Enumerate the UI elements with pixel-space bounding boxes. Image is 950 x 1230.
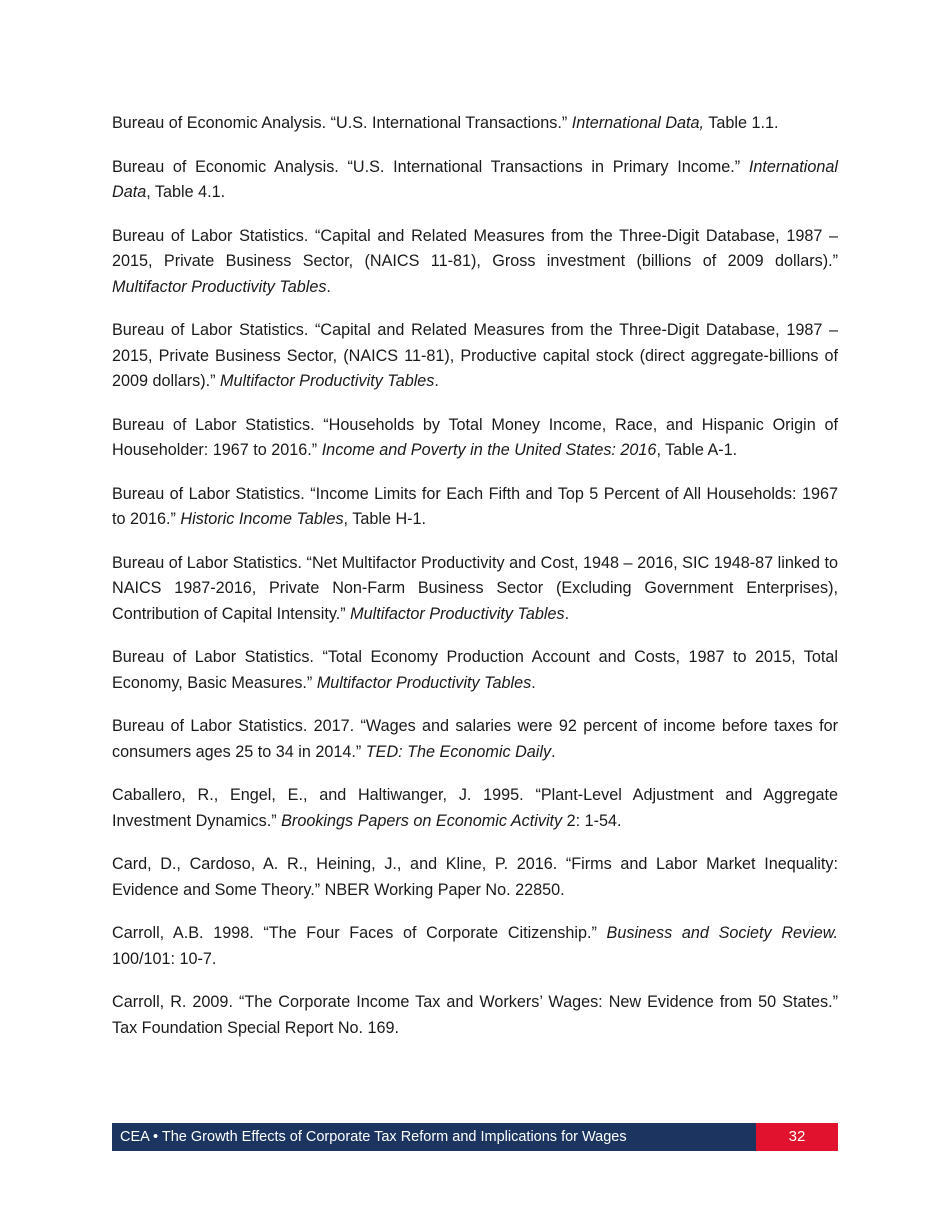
reference-suffix: . [551,742,556,761]
reference-entry [112,551,838,628]
reference-entry [112,111,838,137]
reference-text: Bureau of Labor Statistics. “Income Limits for Each Fifth and Top 5 Percent of All Households: 1967 to 2016.” [112,484,838,528]
reference-entry [112,645,838,696]
reference-entry [112,921,838,972]
reference-source: Historic Income Tables [180,510,344,528]
reference-suffix: . [434,372,439,390]
reference-text: Bureau of Labor Statistics. “Net Multifactor Productivity and Cost, 1948 – 2016, SIC 1948-87 linked to NAICS 1987-2016, Private Non-Farm Business Sector (Excluding Government Enterprises), Contribution of Capital Intensity.” [112,553,838,623]
reference-source: Income and Poverty in the United States: 2016 [321,441,657,459]
reference-suffix: 100/101: 10-7. [112,949,217,968]
reference-entry [112,714,838,765]
reference-source: Multifactor Productivity Tables [112,277,327,296]
reference-text: Bureau of Labor Statistics. “Capital and Related Measures from the Three-Digit Database, 1987 – 2015, Private Business Sector, (NAICS 11-81), Productive capital stock (direct aggregate-billions of 2009 dollars).” [112,321,838,390]
reference-suffix: , Table A-1. [656,441,738,459]
reference-suffix: Table 1.1. [704,114,779,132]
reference-text: Bureau of Labor Statistics. 2017. “Wages and salaries were 92 percent of income before taxes for consumers ages 25 to 34 in 2014.” [112,717,838,761]
reference-source: International Data [112,157,838,201]
reference-suffix: . [326,277,331,296]
reference-entry [112,318,838,395]
reference-suffix: . [564,604,570,623]
page-number: 32 [756,1123,838,1151]
reference-suffix: . [531,673,536,692]
reference-suffix: , Table H-1. [343,510,427,528]
reference-entry [112,224,838,301]
reference-text: Bureau of Labor Statistics. “Total Economy Production Account and Costs, 1987 to 2015, Total Economy, Basic Measures.” [112,648,838,692]
reference-source: Multifactor Productivity Tables [219,372,435,390]
reference-text: Caballero, R., Engel, E., and Haltiwanger, J. 1995. “Plant-Level Adjustment and Aggregate Investment Dynamics.” [112,786,838,830]
reference-source: Business and Society Review. [606,924,838,942]
reference-entry [112,990,838,1041]
page-footer [112,1123,838,1151]
reference-text: Carroll, A.B. 1998. “The Four Faces of Corporate Citizenship.” [112,924,607,942]
reference-source: International Data, [571,114,705,132]
reference-entry [112,783,838,834]
reference-suffix: , Table 4.1. [146,183,226,201]
reference-text: Bureau of Economic Analysis. “U.S. International Transactions.” [112,114,572,132]
reference-text: Bureau of Labor Statistics. “Households by Total Money Income, Race, and Hispanic Origin of Householder: 1967 to 2016.” [112,415,838,459]
reference-entry [112,852,838,903]
footer-title: CEA • The Growth Effects of Corporate Tax Reform and Implications for Wages [112,1123,756,1151]
reference-entry [112,155,838,206]
reference-source: Brookings Papers on Economic Activity [281,811,563,830]
reference-text: Bureau of Labor Statistics. “Capital and Related Measures from the Three-Digit Database, 1987 – 2015, Private Business Sector, (NAICS 11-81), Gross investment (billions of 2009 dollars).” [112,226,838,270]
reference-source: Multifactor Productivity Tables [316,673,532,692]
reference-suffix: 2: 1-54. [562,811,622,830]
reference-text: Carroll, R. 2009. “The Corporate Income Tax and Workers’ Wages: New Evidence from 50 States.” Tax Foundation Special Report No. 169. [112,993,838,1037]
reference-source: TED: The Economic Daily [365,742,552,761]
reference-source: Multifactor Productivity Tables [350,604,565,623]
reference-entry [112,413,838,464]
reference-text: Bureau of Economic Analysis. “U.S. International Transactions in Primary Income.” [112,157,749,176]
reference-text: Card, D., Cardoso, A. R., Heining, J., and Kline, P. 2016. “Firms and Labor Market Inequality: Evidence and Some Theory.” NBER Working Paper No. 22850. [112,855,838,899]
reference-list [112,111,838,1059]
reference-entry [112,482,838,533]
